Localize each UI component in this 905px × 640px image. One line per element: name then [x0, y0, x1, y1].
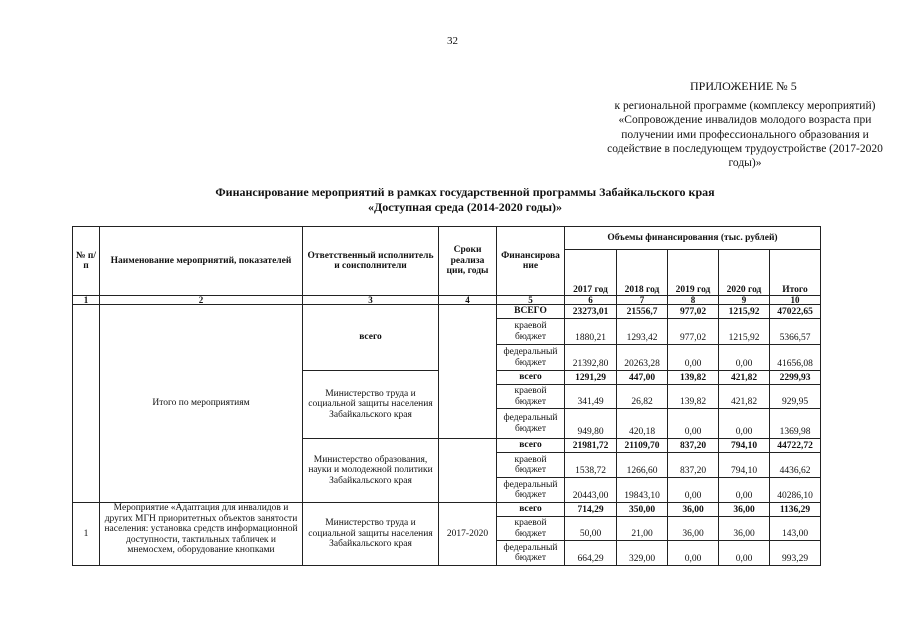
value-cell: 19843,10 — [617, 478, 668, 503]
measure-terms: 2017-2020 — [439, 503, 497, 566]
index-cell: 2 — [100, 296, 303, 305]
value-cell: 20263,28 — [617, 345, 668, 371]
value-cell: 41656,08 — [770, 345, 821, 371]
financing-type: всего — [497, 439, 565, 453]
index-cell: 7 — [617, 296, 668, 305]
value-cell: 977,02 — [668, 305, 719, 319]
index-cell: 9 — [719, 296, 770, 305]
financing-type: федеральный бюджет — [497, 541, 565, 566]
value-cell: 0,00 — [719, 345, 770, 371]
index-cell: 10 — [770, 296, 821, 305]
heading-line-1: Финансирование мероприятий в рамках государственной программы Забайкальского края — [215, 185, 715, 199]
header-total: Итого — [770, 250, 821, 296]
total-block-name: Итого по мероприятиям — [100, 305, 303, 503]
financing-type: краевой бюджет — [497, 453, 565, 478]
value-cell: 1215,92 — [719, 319, 770, 345]
heading-line-2: «Доступная среда (2014-2020 годы)» — [367, 200, 563, 214]
document-heading — [150, 185, 780, 215]
value-cell: 420,18 — [617, 409, 668, 439]
value-cell: 21981,72 — [565, 439, 617, 453]
header-name: Наименование мероприятий, показателей — [100, 227, 303, 296]
value-cell: 341,49 — [565, 385, 617, 409]
value-cell: 993,29 — [770, 541, 821, 566]
value-cell: 1266,60 — [617, 453, 668, 478]
value-cell: 837,20 — [668, 453, 719, 478]
group-executor: всего — [303, 305, 439, 371]
value-cell: 36,00 — [668, 503, 719, 517]
value-cell: 21109,70 — [617, 439, 668, 453]
value-cell: 1880,21 — [565, 319, 617, 345]
table-row — [73, 305, 821, 319]
value-cell: 40286,10 — [770, 478, 821, 503]
financing-type: федеральный бюджет — [497, 478, 565, 503]
financing-type: ВСЕГО — [497, 305, 565, 319]
appendix-reference: к региональной программе (комплексу мероприятий) «Сопровождение инвалидов молодого возраста при получении ими профессионального образования и содействие в последующем трудоустройстве (2017-2020 годы)» — [607, 100, 883, 170]
value-cell: 0,00 — [668, 478, 719, 503]
value-cell: 421,82 — [719, 385, 770, 409]
value-cell: 977,02 — [668, 319, 719, 345]
header-2019: 2019 год — [668, 250, 719, 296]
financing-table — [72, 226, 821, 566]
value-cell: 350,00 — [617, 503, 668, 517]
financing-type: краевой бюджет — [497, 319, 565, 345]
value-cell: 0,00 — [719, 541, 770, 566]
value-cell: 0,00 — [668, 345, 719, 371]
appendix-title: ПРИЛОЖЕНИЕ № 5 — [690, 79, 797, 93]
index-cell: 1 — [73, 296, 100, 305]
value-cell: 794,10 — [719, 439, 770, 453]
index-cell: 8 — [668, 296, 719, 305]
value-cell: 143,00 — [770, 517, 821, 541]
value-cell: 139,82 — [668, 371, 719, 385]
value-cell: 329,00 — [617, 541, 668, 566]
value-cell: 0,00 — [719, 478, 770, 503]
financing-type: краевой бюджет — [497, 517, 565, 541]
column-index-row — [73, 296, 821, 305]
measure-executor: Министерство труда и социальной защиты населения Забайкальского края — [303, 503, 439, 566]
financing-type: всего — [497, 371, 565, 385]
terms-cell — [439, 305, 497, 439]
value-cell: 421,82 — [719, 371, 770, 385]
value-cell: 1136,29 — [770, 503, 821, 517]
header-terms: Сроки реализа ции, годы — [439, 227, 497, 296]
header-volumes: Объемы финансирования (тыс. рублей) — [565, 227, 821, 250]
value-cell: 26,82 — [617, 385, 668, 409]
value-cell: 36,00 — [719, 503, 770, 517]
value-cell: 1538,72 — [565, 453, 617, 478]
index-cell: 4 — [439, 296, 497, 305]
value-cell: 929,95 — [770, 385, 821, 409]
value-cell: 50,00 — [565, 517, 617, 541]
index-cell: 3 — [303, 296, 439, 305]
value-cell: 4436,62 — [770, 453, 821, 478]
header-num: № п/п — [73, 227, 100, 296]
header-2020: 2020 год — [719, 250, 770, 296]
group-executor: Министерство образования, науки и молодежной политики Забайкальского края — [303, 439, 439, 503]
page-number: 32 — [447, 35, 458, 47]
value-cell: 20443,00 — [565, 478, 617, 503]
value-cell: 1293,42 — [617, 319, 668, 345]
financing-table-wrapper — [72, 226, 821, 566]
value-cell: 664,29 — [565, 541, 617, 566]
value-cell: 949,80 — [565, 409, 617, 439]
measure-name: Мероприятие «Адаптация для инвалидов и других МГН приоритетных объектов занятости населения: установка средств информационной доступности, тактильных табличек и мнемосхем, оборудование кнопками — [100, 503, 303, 566]
index-cell: 6 — [565, 296, 617, 305]
value-cell: 23273,01 — [565, 305, 617, 319]
value-cell: 21392,80 — [565, 345, 617, 371]
table-row — [73, 503, 821, 517]
financing-type: федеральный бюджет — [497, 409, 565, 439]
measure-num: 1 — [73, 503, 100, 566]
value-cell: 44722,72 — [770, 439, 821, 453]
value-cell: 47022,65 — [770, 305, 821, 319]
value-cell: 1215,92 — [719, 305, 770, 319]
value-cell: 447,00 — [617, 371, 668, 385]
value-cell: 139,82 — [668, 385, 719, 409]
value-cell: 36,00 — [719, 517, 770, 541]
value-cell: 2299,93 — [770, 371, 821, 385]
header-financing: Финансирова ние — [497, 227, 565, 296]
value-cell: 0,00 — [668, 409, 719, 439]
financing-type: краевой бюджет — [497, 385, 565, 409]
terms-cell — [439, 439, 497, 503]
value-cell: 21556,7 — [617, 305, 668, 319]
total-num-cell — [73, 305, 100, 503]
value-cell: 36,00 — [668, 517, 719, 541]
value-cell: 1291,29 — [565, 371, 617, 385]
value-cell: 0,00 — [719, 409, 770, 439]
value-cell: 714,29 — [565, 503, 617, 517]
index-cell: 5 — [497, 296, 565, 305]
value-cell: 837,20 — [668, 439, 719, 453]
value-cell: 1369,98 — [770, 409, 821, 439]
value-cell: 794,10 — [719, 453, 770, 478]
header-executor: Ответственный исполнитель и соисполнители — [303, 227, 439, 296]
value-cell: 21,00 — [617, 517, 668, 541]
financing-type: федеральный бюджет — [497, 345, 565, 371]
header-2018: 2018 год — [617, 250, 668, 296]
header-2017: 2017 год — [565, 250, 617, 296]
financing-type: всего — [497, 503, 565, 517]
value-cell: 0,00 — [668, 541, 719, 566]
group-executor: Министерство труда и социальной защиты населения Забайкальского края — [303, 371, 439, 439]
value-cell: 5366,57 — [770, 319, 821, 345]
